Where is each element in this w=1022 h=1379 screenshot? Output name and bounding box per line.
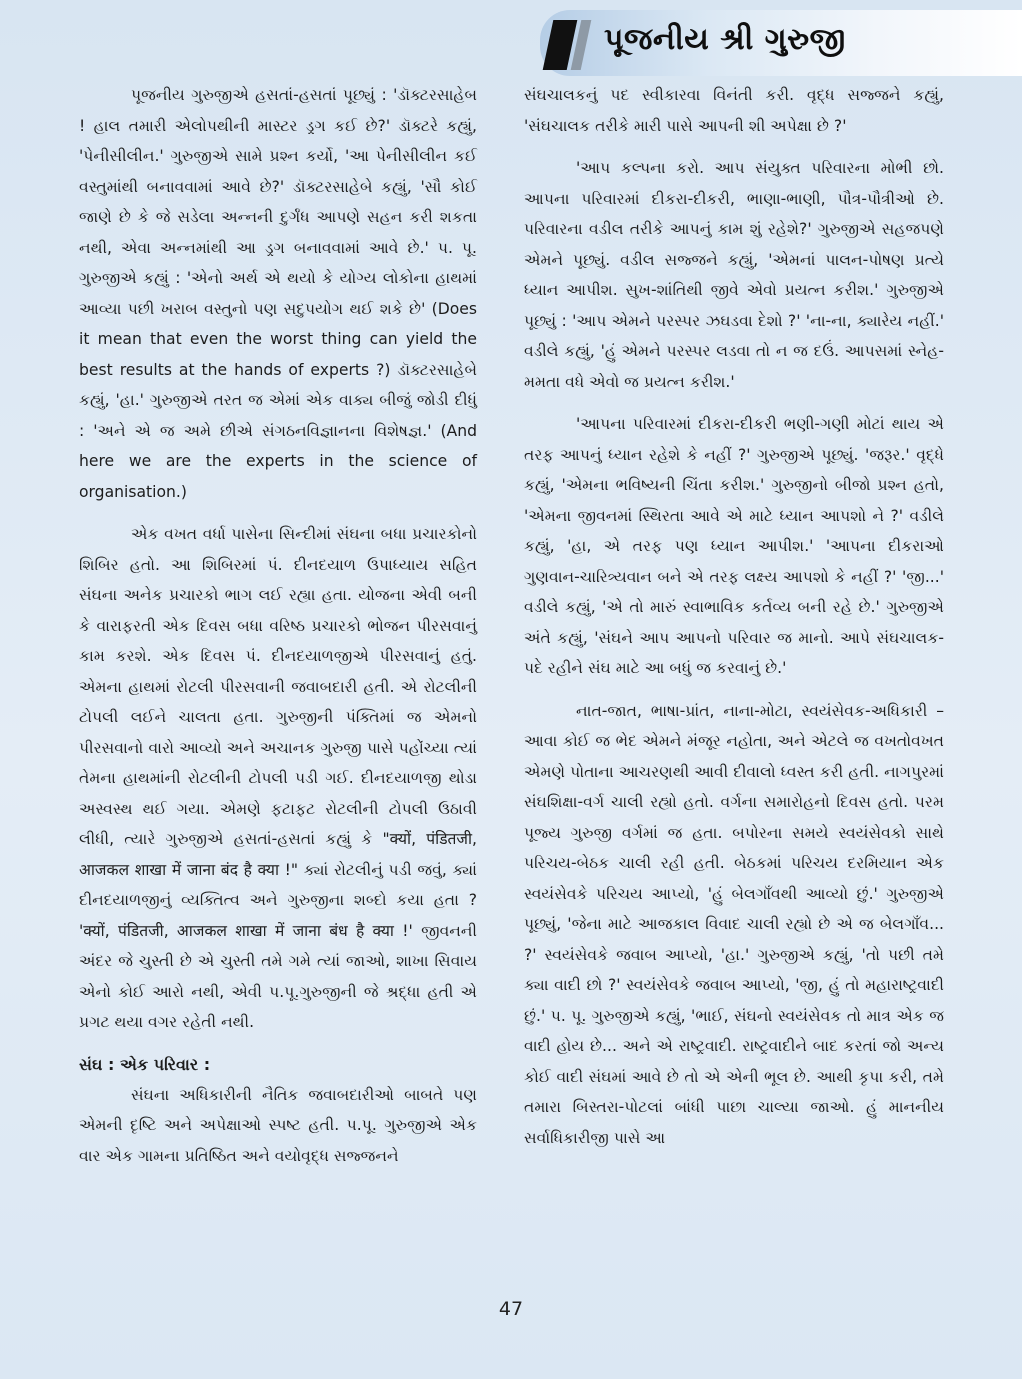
paragraph: એક વખત વર્ધા પાસેના સિન્દીમાં સંઘના બધા પ્રચારકોનો શિબિર હતો. આ શિબિરમાં પં. દીનદયાળ ઉપાધ્યાય સહિત સંઘના અનેક પ્રચારકો ભાગ લઈ રહ્યા હતા. યોજના એવી બની કે વારાફરતી એક દિવસ બધા વરિષ્ઠ પ્રચારકો ભોજન પીરસવાનું કામ કરશે. એક દિવસ પં. દીનદયાળજીએ પીરસવાનું હતું. એમના હાથમાં રોટલી પીરસવાની જવાબદારી હતી. એ રોટલીની ટોપલી લઈને ચાલતા હતા. ગુરુજીની પંક્તિમાં જ એમનો પીરસવાનો વારો આવ્યો અને અચાનક ગુરુજી પાસે પહોંચ્યા ત્યાં તેમના હાથમાંની રોટલીની ટોપલી પડી ગઈ. દીનદયાળજી થોડા અસ્વસ્થ થઈ ગયા. એમણે ફટાફટ રોટલીની ટોપલી ઉઠાવી લીધી, ત્યારે ગુરુજીએ હસતાં-હસતાં કહ્યું કે "क्यों, पंडितजी, आजकल शाखा में जाना बंद है क्या !" ક્યાં રોટલીનું પડી જવું, ક્યાં દીનદયાળજીનું વ્યક્તિત્વ અને ગુરુજીના શબ્દો કયા હતા ? 'क्यों, पंडितजी, आजकल शाखा में जाना बंध है क्या !' જીવનની અંદર જે ચુસ્તી છે એ ચુસ્તી તમે ગમે ત્યાં જાઓ, શાખા સિવાય એનો કોઈ આરો નથી, એવી પ.પૂ.ગુરુજીની જે શ્રદ્ધા હતી એ પ્રગટ થયા વગર રહેતી નથી. xyxy=(79,525,477,1031)
paragraph: નાત-જાત, ભાષા-પ્રાંત, નાના-મોટા, સ્વયંસેવક-અધિકારી – આવા કોઈ જ ભેદ એમને મંજૂર નહોતા, અને એટલે જ વખતોવખત એમણે પોતાના આચરણથી આવી દીવાલો ધ્વસ્ત કરી હતી. નાગપુરમાં સંઘશિક્ષા-વર્ગ ચાલી રહ્યો હતો. વર્ગના સમારોહનો દિવસ હતો. પરમ પૂજ્ય ગુરુજી વર્ગમાં જ હતા. બપોરના સમયે સ્વયંસેવકો સાથે પરિચય-બેઠક ચાલી રહી હતી. બેઠકમાં પરિચય દરમિયાન એક સ્વયંસેવકે પરિચય આપ્યો, 'હું બેલગાઁવથી આવ્યો છું.' ગુરુજીએ પૂછ્યું, 'જેના માટે આજકાલ વિવાદ ચાલી રહ્યો છે એ જ બેલગાઁવ... ?' સ્વયંસેવકે જવાબ આપ્યો, 'હા.' ગુરુજીએ કહ્યું, 'તો પછી તમે ક્યા વાદી છો ?' સ્વયંસેવકે જવાબ આપ્યો, 'જી, હું તો મહારાષ્ટ્રવાદી છું.' પ. પૂ. ગુરુજીએ કહ્યું, 'ભાઈ, સંઘનો સ્વયંસેવક તો માત્ર એક જ વાદી હોય છે... અને એ રાષ્ટ્રવાદી. રાષ્ટ્રવાદીને બાદ કરતાં જો અન્ય કોઈ વાદી સંઘમાં આવે છે તો એ એની ભૂલ છે. આથી કૃપા કરી, તમે તમારા બિસ્તરા-પોટલાં બાંધી પાછા ચાલ્યા જાઓ. હું માનનીય સર્વાધિકારીજી પાસે આ xyxy=(524,701,944,1147)
paragraph: સંઘના અધિકારીની નૈતિક જવાબદારીઓ બાબતે પણ એમની દૃષ્ટિ અને અપેક્ષાઓ સ્પષ્ટ હતી. પ.પૂ. ગુરુજીએ એક વાર એક ગામના પ્રતિષ્ઠિત અને વયોવૃદ્ધ સજ્જનને xyxy=(79,1085,477,1165)
section-heading: સંઘ : એક પરિવાર : xyxy=(79,1054,211,1074)
paragraph: 'આપ કલ્પના કરો. આપ સંયુક્ત પરિવારના મોભી છો. આપના પરિવારમાં દીકરા-દીકરી, ભાણા-ભાણી, પૌત્ર-પૌત્રીઓ છે. પરિવારના વડીલ તરીકે આપનું કામ શું રહેશે?' ગુરુજીએ સહજપણે એમને પૂછ્યું. વડીલ સજ્જને કહ્યું, 'એમનાં પાલન-પોષણ પ્રત્યે ધ્યાન આપીશ. સુખ-શાંતિથી જીવે એવો પ્રયત્ન કરીશ.' ગુરુજીએ પૂછ્યું : 'આપ એમને પરસ્પર ઝઘડવા દેશો ?' 'ના-ના, ક્યારેય નહીં.' વડીલે કહ્યું, 'હું એમને પરસ્પર લડવા તો ન જ દઉં. આપસમાં સ્નેહ-મમતા વધે એવો જ પ્રયત્ન કરીશ.' xyxy=(524,159,944,391)
paragraph: 'આપના પરિવારમાં દીકરા-દીકરી ભણી-ગણી મોટાં થાય એ તરફ આપનું ધ્યાન રહેશે કે નહીં ?' ગુરુજીએ પૂછ્યું. 'જરૂર.' વૃદ્ધે કહ્યું, 'એમના ભવિષ્યની ચિંતા કરીશ.' ગુરુજીનો બીજો પ્રશ્ન હતો, 'એમના જીવનમાં સ્થિરતા આવે એ માટે ધ્યાન આપશો ને ?' વડીલે કહ્યું, 'હા, એ તરફ પણ ધ્યાન આપીશ.' 'આપના દીકરાઓ ગુણવાન-ચારિત્ર્યવાન બને એ તરફ લક્ષ્ય આપશો કે નહીં ?' 'જી...' વડીલે કહ્યું, 'એ તો મારું સ્વાભાવિક કર્તવ્ય બની રહે છે.' ગુરુજીએ અંતે કહ્યું, 'સંઘને આપ આપનો પરિવાર જ માનો. આપે સંઘચાલક-પદે રહીને સંઘ માટે આ બધું જ કરવાનું છે.' xyxy=(524,415,944,677)
paragraph: સંઘચાલકનું પદ સ્વીકારવા વિનંતી કરી. વૃદ્ધ સજ્જને કહ્યું, 'સંઘચાલક તરીકે મારી પાસે આપની શી અપેક્ષા છે ?' xyxy=(524,86,944,135)
right-column xyxy=(524,80,944,1165)
page-title: પૂજનીય શ્રી ગુરુજી xyxy=(604,22,846,57)
left-column xyxy=(79,80,477,1183)
page-number: 47 xyxy=(498,1298,524,1320)
paragraph: પૂજનીય ગુરુજીએ હસતાં-હસતાં પૂછ્યું : 'ડૉક્ટરસાહેબ ! હાલ તમારી એલોપથીની માસ્ટર ડ્રગ કઈ છે?' ડૉક્ટરે કહ્યું, 'પેનીસીલીન.' ગુરુજીએ સામે પ્રશ્ન કર્યો, 'આ પેનીસીલીન કઈ વસ્તુમાંથી બનાવવામાં આવે છે?' ડૉક્ટરસાહેબે કહ્યું, 'સૌ કોઈ જાણે છે કે જે સડેલા અન્નની દુર્ગંધ આપણે સહન કરી શકતા નથી, એવા અન્નમાંથી આ ડ્રગ બનાવવામાં આવે છે.' પ. પૂ. ગુરુજીએ કહ્યું : 'એનો અર્થ એ થયો કે યોગ્ય લોકોના હાથમાં આવ્યા પછી ખરાબ વસ્તુનો પણ સદુપયોગ થઈ શકે છે' (Does it mean that even the worst thing can yield the best results at the hands of experts ?) ડૉક્ટરસાહેબે કહ્યું, 'હા.' ગુરુજીએ તરત જ એમાં એક વાક્ય બીજું જોડી દીધું : 'અને એ જ અમે છીએ સંગઠનવિજ્ઞાનના વિશેષજ્ઞ.' (And here we are the experts in the science of organisation.) xyxy=(79,86,477,501)
